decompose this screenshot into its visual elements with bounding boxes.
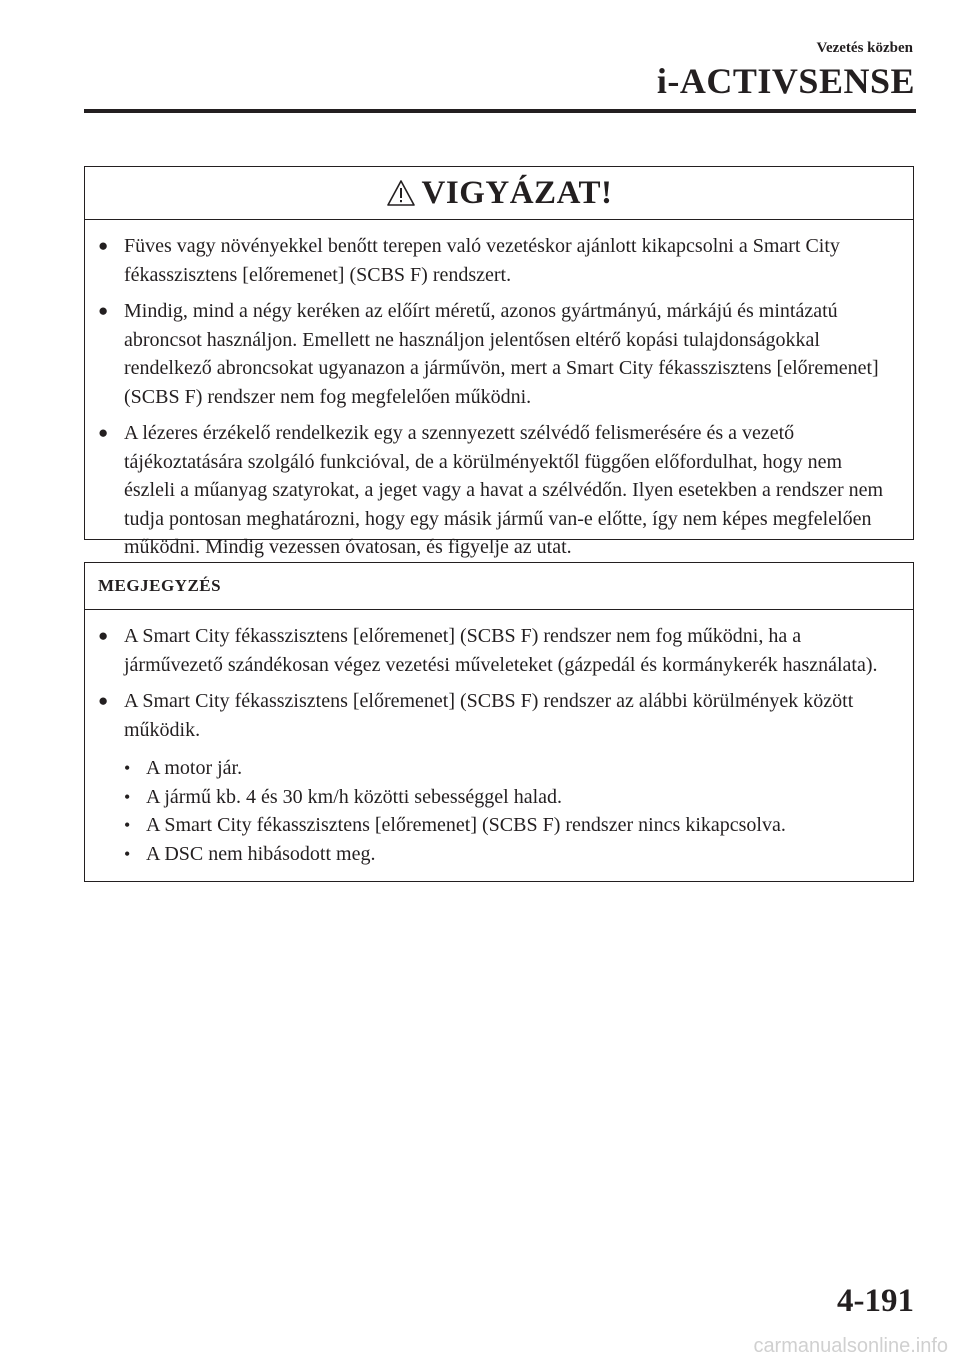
chapter-title: i-ACTIVSENSE [656, 61, 915, 101]
section-label: Vezetés közben [816, 40, 913, 56]
bullet-icon: ● [98, 301, 109, 320]
note-body [85, 610, 913, 868]
note-box [84, 562, 914, 882]
bullet-icon: ● [98, 691, 109, 710]
bullet-icon: ● [98, 236, 109, 255]
note-subitem-text: A motor jár. [146, 757, 243, 779]
watermark: carmanualsonline.info [753, 1335, 948, 1357]
note-item [98, 622, 895, 679]
warning-triangle-icon [386, 179, 416, 207]
note-subitem [124, 783, 895, 812]
warning-item [98, 297, 895, 411]
note-header [85, 563, 913, 610]
warning-header [85, 167, 913, 220]
note-title: MEGJEGYZÉS [98, 576, 222, 595]
sub-bullet-icon: • [124, 815, 131, 835]
sub-bullet-icon: • [124, 758, 131, 778]
warning-item-text: Mindig, mind a négy keréken az előírt méretű, azonos gyártmányú, márkájú és mintázatú abroncsot használjon. Emellett ne használjon jelentősen eltérő kopási tulajdonságokkal rendelkező abroncsokat ugyanazon a járművön, mert a Smart City fékasszisztens [előremenet] (SCBS F) rendszer nem fog megfelelően működni. [124, 300, 879, 408]
warning-box [84, 166, 914, 558]
note-item-text: A Smart City fékasszisztens [előremenet] (SCBS F) rendszer nem fog működni, ha a járművezető szándékosan végez vezetési műveleteket (gázpedál és kormánykerék használata). [124, 625, 878, 676]
warning-title: VIGYÁZAT! [421, 174, 613, 211]
bullet-icon: ● [98, 626, 109, 645]
warning-item-text: Füves vagy növényekkel benőtt terepen való vezetéskor ajánlott kikapcsolni a Smart City fékasszisztens [előremenet] (SCBS F) rendszert. [124, 235, 840, 286]
note-subitem-text: A jármű kb. 4 és 30 km/h közötti sebességgel halad. [146, 785, 563, 808]
note-subitem [124, 754, 895, 783]
note-item [98, 687, 895, 868]
note-subitem [124, 811, 895, 840]
warning-body [85, 220, 913, 562]
note-item-text: A Smart City fékasszisztens [előremenet] (SCBS F) rendszer az alábbi körülmények között működik. [124, 690, 854, 741]
warning-item-text: A lézeres érzékelő rendelkezik egy a szennyezett szélvédő felismerésére és a vezető tájékoztatására szolgáló funkcióval, de a körülményektől függően előfordulhat, hogy nem észleli a műanyag szatyrokat, a jeget vagy a havat a szélvédőn. Ilyen esetekben a rendszer nem tudja pontosan meghatározni, hogy egy másik jármű van-e előtte, így nem képes megfelelően működni. Mindig vezessen óvatosan, és figyelje az utat. [124, 422, 884, 558]
note-subitem-text: A DSC nem hibásodott meg. [146, 842, 376, 865]
note-sublist [124, 754, 895, 868]
warning-item [98, 232, 895, 289]
warning-item [98, 419, 895, 562]
bullet-icon: ● [98, 423, 109, 442]
header-rule [84, 109, 916, 113]
sub-bullet-icon: • [124, 843, 131, 864]
page-number: 4-191 [837, 1283, 914, 1319]
note-subitem-text: A Smart City fékasszisztens [előremenet] (SCBS F) rendszer nincs kikapcsolva. [146, 814, 786, 836]
sub-bullet-icon: • [124, 786, 131, 807]
note-subitem [124, 840, 895, 869]
